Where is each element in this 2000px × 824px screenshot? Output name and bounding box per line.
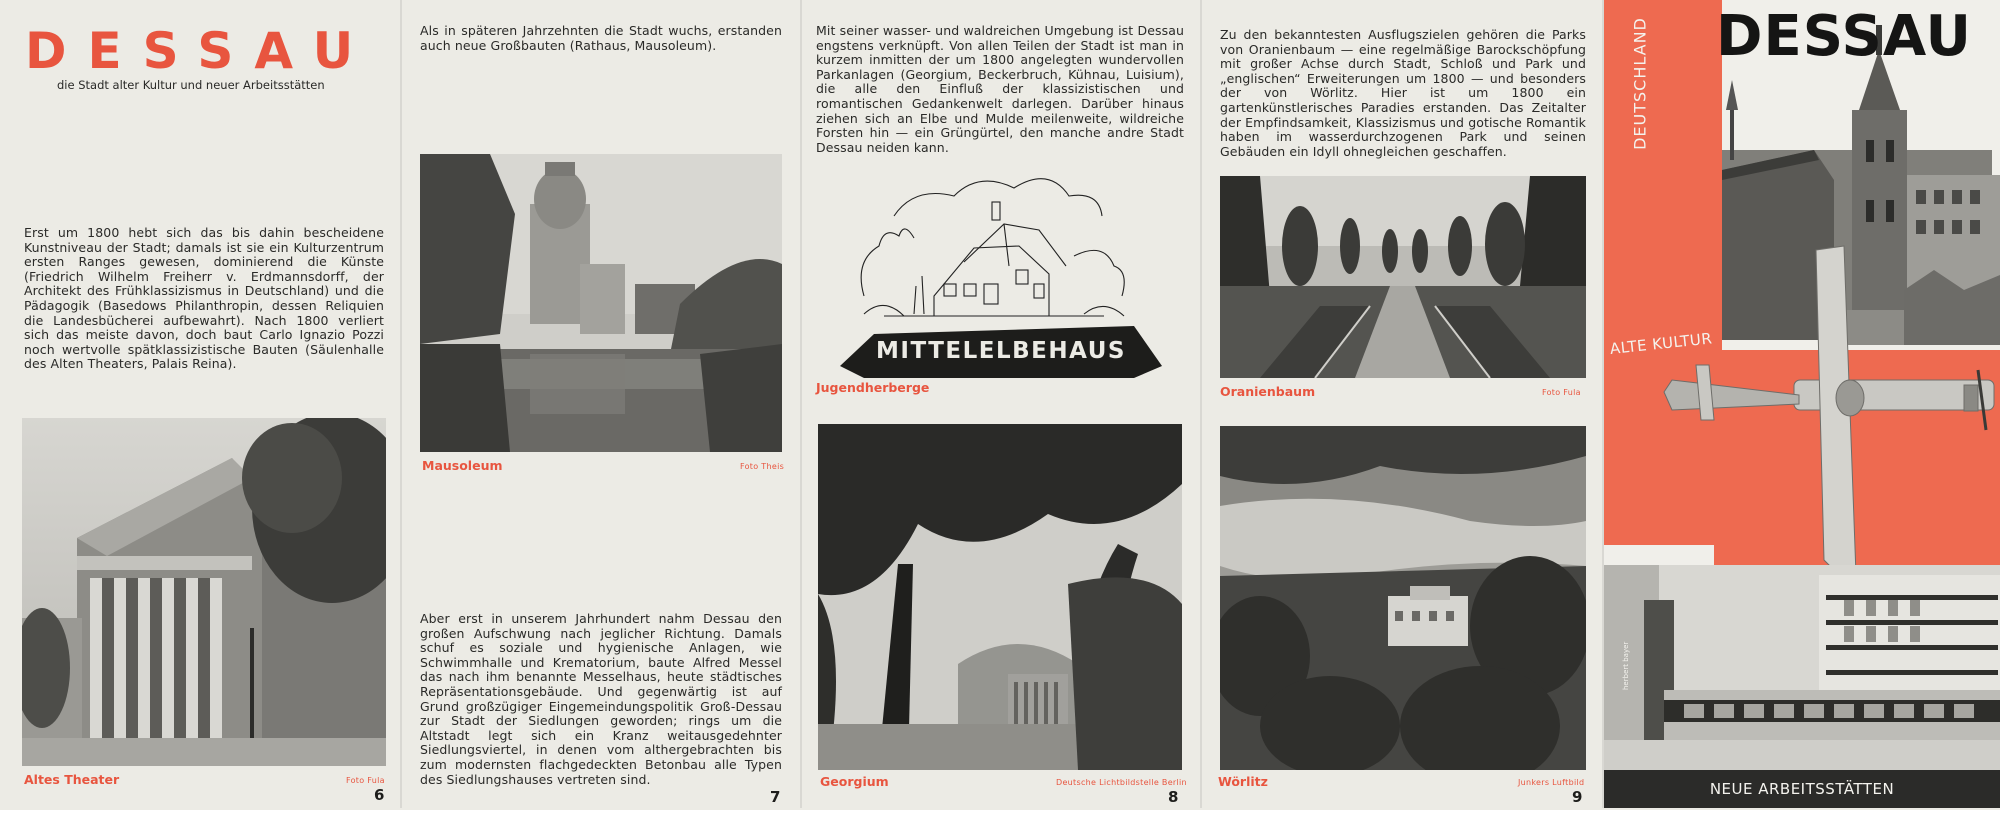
cover-panel [1604, 0, 2000, 808]
panel-page-8 [802, 0, 1200, 808]
photo-credit: Foto Theis [740, 462, 785, 471]
mittelelbehaus-illustration [804, 166, 1194, 380]
woerlitz-photo [1220, 426, 1586, 770]
hostel-caption: Jugendherberge [816, 380, 930, 395]
cover-country-label: DEUTSCHLAND [1630, 17, 1650, 150]
woerlitz-caption: Wörlitz [1218, 774, 1268, 789]
photo-credit: Deutsche Lichtbildstelle Berlin [1056, 778, 1187, 787]
paragraph-top: Als in späteren Jahrzehnten die Stadt wuchs, erstanden auch neue Großbauten (Rathaus, Mausoleum). [420, 23, 782, 53]
cover-collage [1604, 0, 2000, 808]
paragraph-bottom: Aber erst in unserem Jahrhundert nahm Dessau den großen Aufschwung nach jeglicher Richtung. Damals schuf es soziale und hygienische Anlagen, wie Schwimmhalle und Krematorium, baute Alfred Messel das nach ihm benannte Messelhaus, heute städtisches Repräsentationsgebäude. Und gegenwärtig ist auf Grund großzügiger Eingemeindungspolitik Groß-Dessau zur Stadt der Siedlungen geworden; rings um die Altstadt legt sich ein Kranz weitausgedehnter Siedlungsviertel, in denen vom althergebrachten bis zum modernsten flachgedeckten Betonbau alle Typen des Siedlungshauses vertreten sind. [420, 611, 782, 787]
panel-page-9 [1202, 0, 1602, 808]
page-number: 9 [1572, 788, 1583, 806]
panel-title: DESSAU [25, 22, 375, 80]
excursion-paragraph: Zu den bekanntesten Ausflugszielen gehören die Parks von Oranienbaum — eine regelmäßige Barockschöpfung mit großer Achse durch Stadt, Schloß und Park und „englischen“ Erweiterungen um 1800 — und besonders der von Wörlitz. Hier ist um 1800 ein gartenkünstlerisches Paradies erstanden. Das Zeitalter der Empfindsamkeit, Klassizismus und gotische Romantik haben im wasserdurchzogenen Park und seinen Gebäuden ein Idyll ohnegleichen geschaffen. [1220, 27, 1586, 159]
georgium-photo [818, 424, 1182, 770]
cover-title: DESSAU [1716, 4, 1972, 69]
banner-label: MITTELELBEHAUS [876, 338, 1126, 364]
cover-designer-credit: herbert bayer [1622, 641, 1630, 690]
page-number: 8 [1168, 788, 1179, 806]
cover-neue-arbeitsstaetten: NEUE ARBEITSSTÄTTEN [1709, 780, 1895, 798]
parks-paragraph: Mit seiner wasser- und waldreichen Umgebung ist Dessau engstens verknüpft. Von allen Teilen der Stadt ist man in kurzem inmitten der um 1800 angelegten wundervollen Parkanlagen (Georgium, Beckerbruch, Kühnau, Luisium), die alle den Einfluß der klassizistischen und romantischen Gedankenwelt darlegen. Darüber hinaus ziehen sich an Elbe und Mulde meilenweite, wildreiche Forsten hin — ein Grüngürtel, den manche andre Stadt Dessau neiden kann. [816, 23, 1184, 155]
page-number: 7 [770, 788, 781, 806]
photo-caption: Georgium [820, 774, 889, 789]
intro-paragraph: Erst um 1800 hebt sich das bis dahin bescheidene Kunstniveau der Stadt; damals ist sie ein Kulturzentrum ersten Ranges gewesen, dominierend die Künste (Friedrich Wilhelm Freiherr v. Erdmannsdorff, der Architekt des Frühklassizismus in Deutschland) und die Pädagogik (Basedows Philanthropin, dessen Reliquien die Landesbücherei aufbewahrt). Nach 1800 verliert sich das meiste davon, doch baut Carlo Ignazio Pozzi noch wertvolle spätklassizistische Bauten (Säulenhalle des Alten Theaters, Palais Reina). [24, 225, 384, 372]
photo-credit: Foto Fula [346, 776, 385, 785]
woerlitz-credit: Junkers Luftbild [1518, 778, 1585, 787]
panel-subtitle: die Stadt alter Kultur und neuer Arbeitsstätten [57, 78, 325, 92]
panel-page-6 [0, 0, 400, 808]
panel-page-7 [402, 0, 800, 808]
oranienbaum-photo [1220, 176, 1586, 378]
oranienbaum-caption: Oranienbaum [1220, 384, 1316, 399]
mausoleum-photo [420, 154, 782, 452]
cover-alte-kultur: ALTE KULTUR [1609, 329, 1714, 358]
photo-caption: Mausoleum [422, 458, 503, 473]
altes-theater-photo [22, 418, 386, 766]
oranienbaum-credit: Foto Fula [1542, 388, 1581, 397]
photo-caption: Altes Theater [24, 772, 120, 787]
page-number: 6 [374, 786, 385, 804]
